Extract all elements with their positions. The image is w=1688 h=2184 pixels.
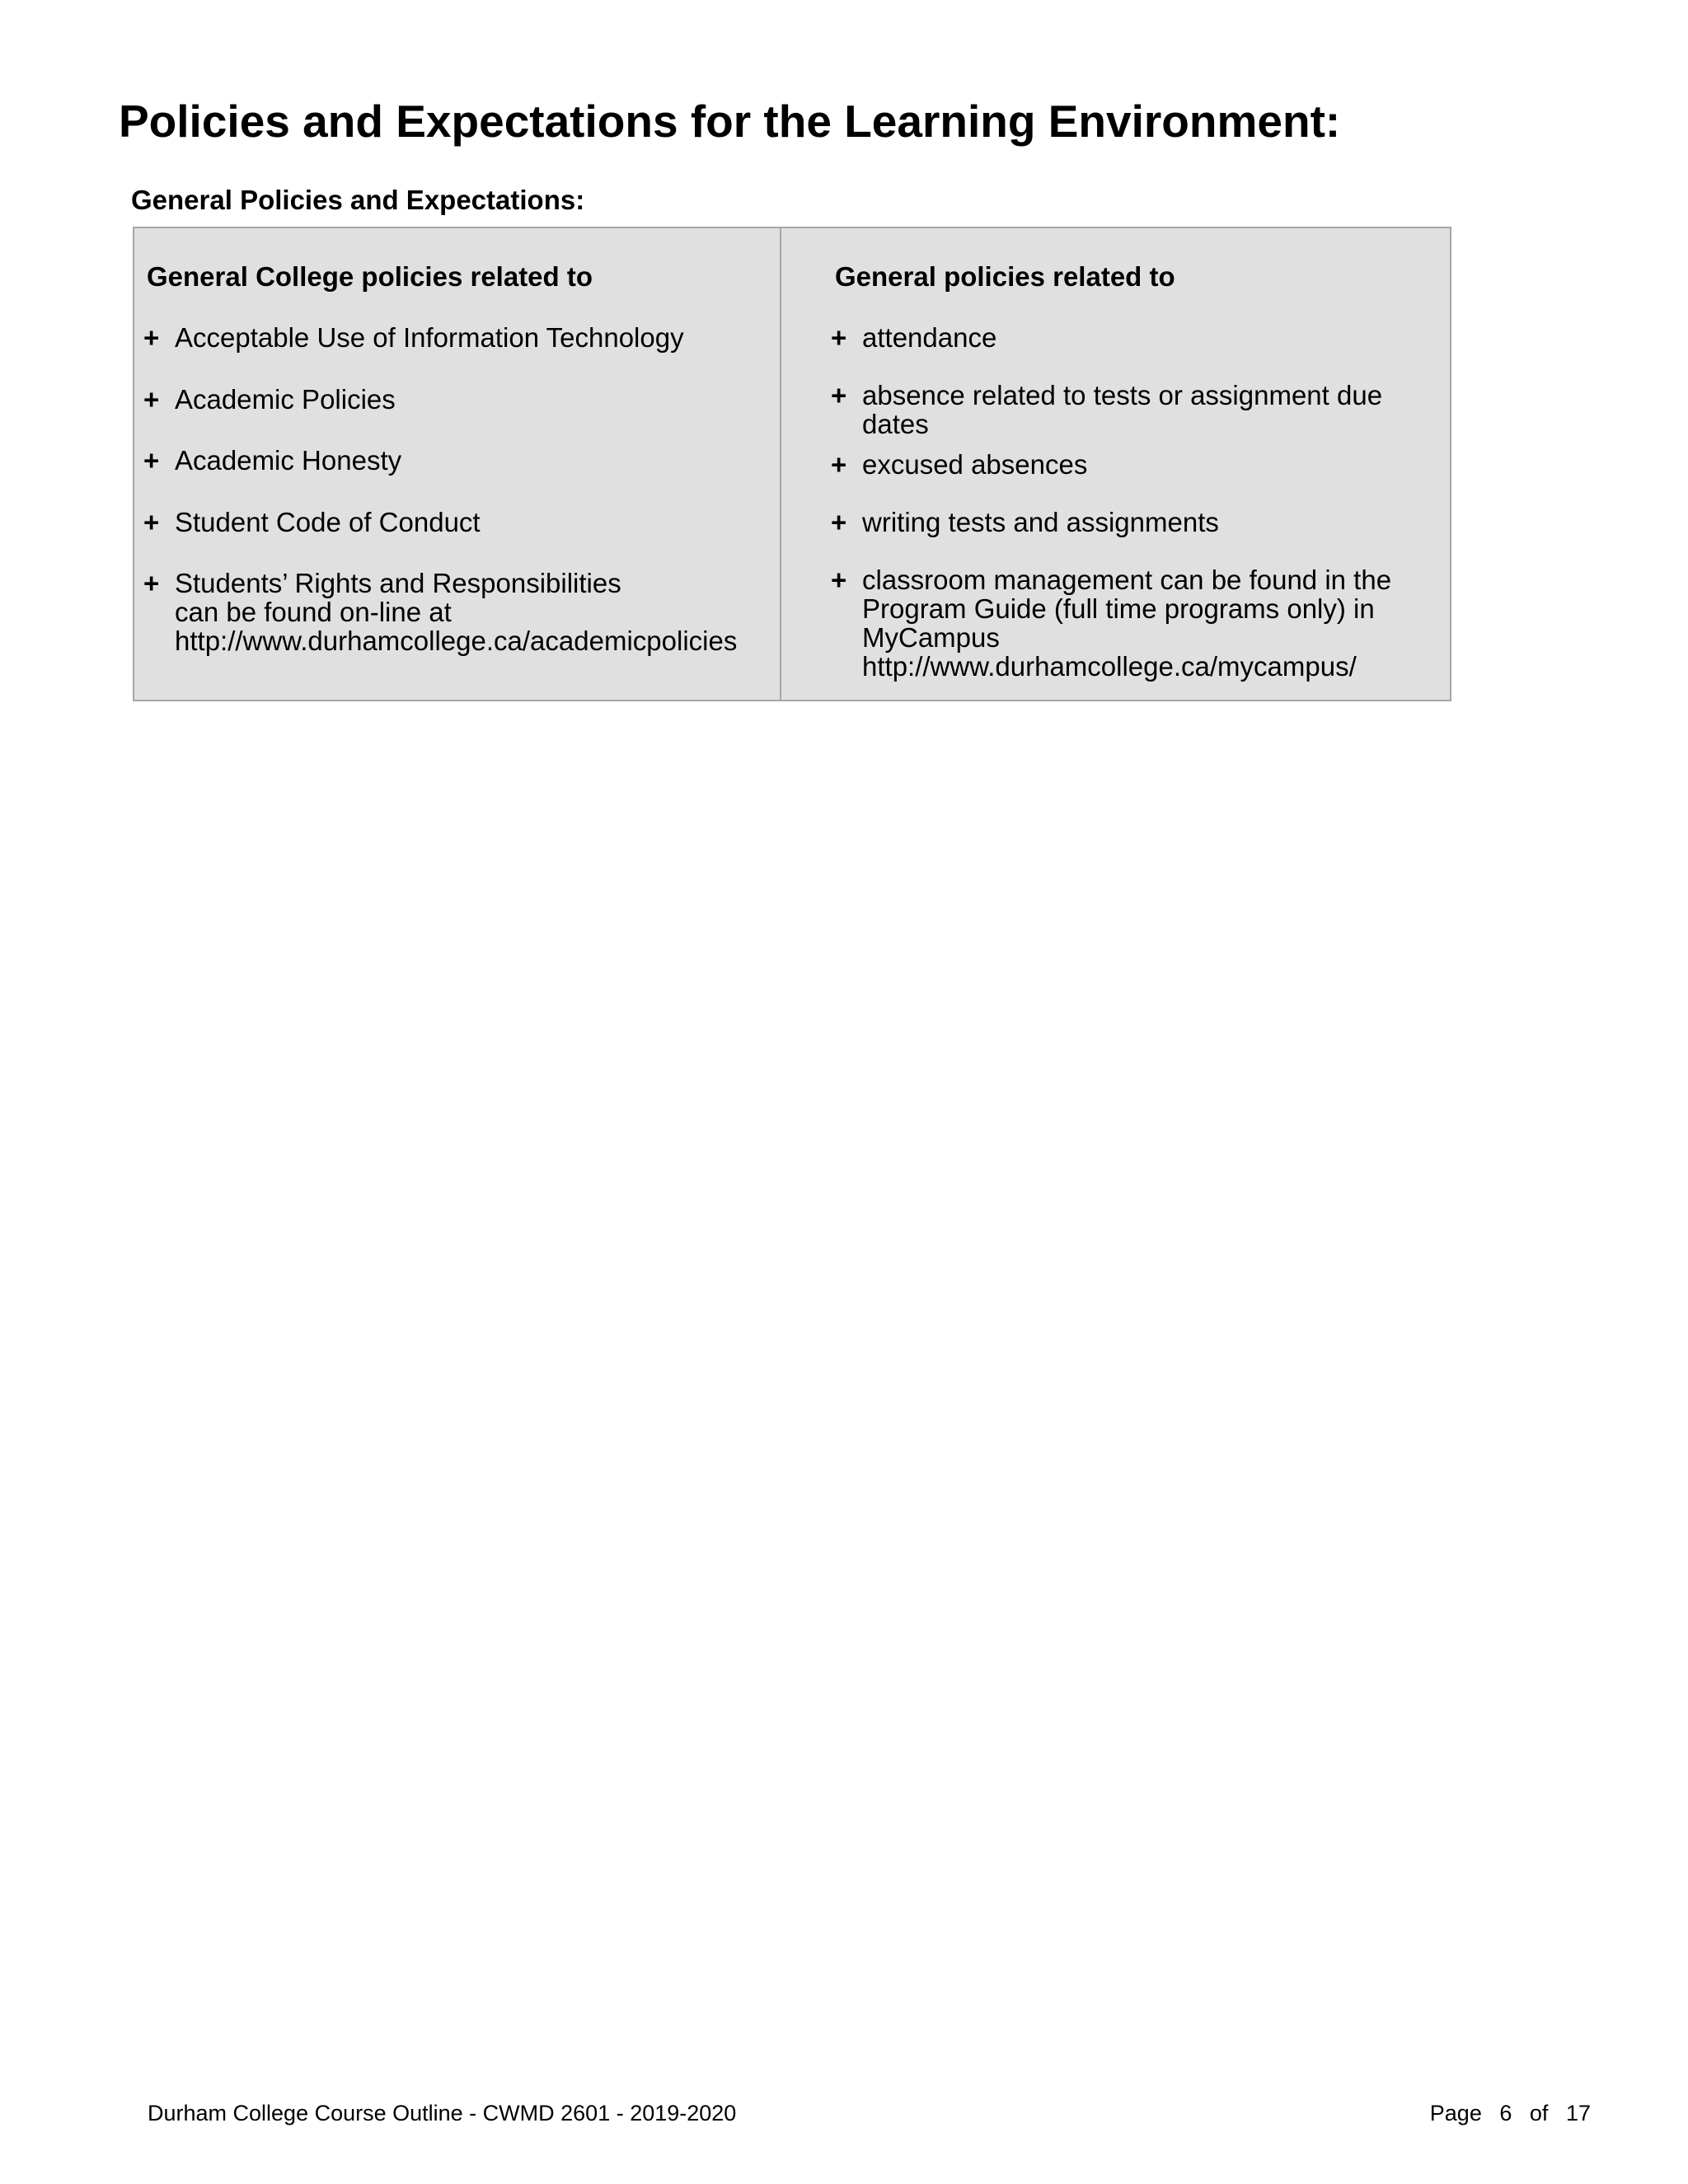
plus-bullet-icon: +	[831, 507, 847, 537]
page-total: 17	[1565, 2101, 1591, 2125]
plus-bullet-icon: +	[831, 322, 847, 353]
policies-table	[133, 227, 1451, 701]
list-item-text: Students’ Rights and Responsibilities can be found on-line at http://www.durhamcollege.ca/academicpolicies	[175, 568, 738, 656]
general-policies-column	[781, 228, 1450, 700]
of-label: of	[1529, 2101, 1549, 2125]
plus-bullet-icon: +	[143, 568, 160, 598]
plus-bullet-icon: +	[831, 565, 847, 595]
list-item-text: absence related to tests or assignment due dates	[862, 380, 1383, 439]
footer-page-number	[1430, 2099, 1591, 2127]
footer-course-line: Durham College Course Outline - CWMD 2601 - 2019-2020	[148, 2101, 737, 2125]
plus-bullet-icon: +	[143, 445, 160, 476]
page-number: 6	[1499, 2101, 1512, 2125]
plus-bullet-icon: +	[143, 322, 160, 353]
plus-bullet-icon: +	[831, 449, 847, 480]
college-policies-column	[134, 228, 781, 700]
general-policies-header: General policies related to	[835, 261, 1175, 292]
list-item-text: writing tests and assignments	[862, 507, 1219, 537]
list-item-text: excused absences	[862, 449, 1088, 480]
list-item-text: attendance	[862, 322, 997, 353]
list-item-text: Academic Honesty	[175, 445, 402, 476]
plus-bullet-icon: +	[831, 380, 847, 410]
list-item-text: Student Code of Conduct	[175, 507, 481, 537]
section-heading: General Policies and Expectations:	[131, 185, 585, 215]
list-item-text: Academic Policies	[175, 384, 396, 415]
page-label: Page	[1429, 2101, 1482, 2125]
list-item-text: classroom management can be found in the Program Guide (full time programs only) in MyCampus http://www.durhamcollege.ca/mycampus/	[862, 565, 1392, 682]
plus-bullet-icon: +	[143, 384, 160, 415]
page-title: Policies and Expectations for the Learning Environment:	[119, 96, 1341, 147]
list-item-text: Acceptable Use of Information Technology	[175, 322, 684, 353]
plus-bullet-icon: +	[143, 507, 160, 537]
college-policies-header: General College policies related to	[147, 261, 593, 292]
